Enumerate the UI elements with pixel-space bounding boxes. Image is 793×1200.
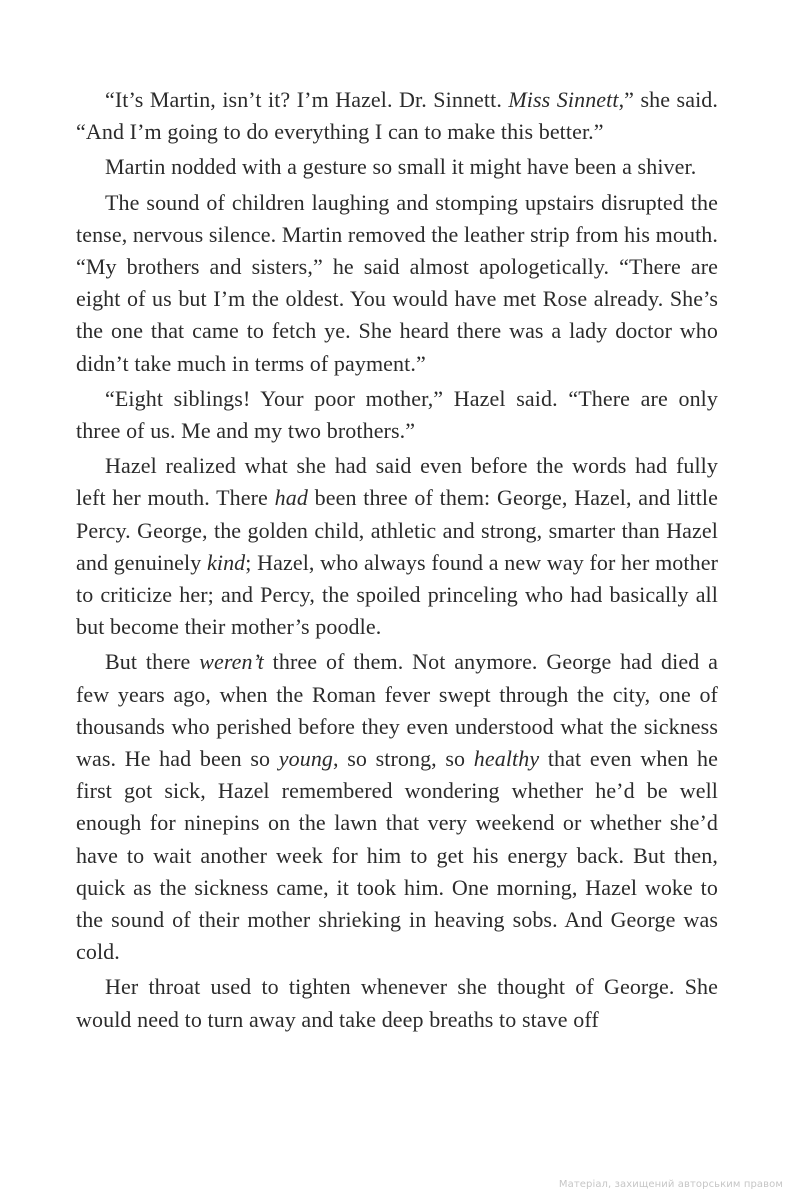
text-run: three of them. Not anymore. George had died a few years ago, when the Roman fever swept through the city, one of thousands who perished before they even understood what the sickness was. He had been so: [76, 649, 718, 772]
text-run: been three of them: George, Hazel, and little Percy. George, the golden child, athletic and strong, smarter than Hazel and genuinely: [76, 485, 718, 575]
text-run: But there: [105, 649, 200, 675]
paragraph-3: [76, 187, 718, 380]
paragraph-5: [76, 450, 718, 643]
paragraph-1: [76, 84, 718, 148]
paragraph-4: [76, 383, 718, 447]
copyright-watermark: Матеріал, захищений авторським правом: [558, 1179, 783, 1190]
text-run: Her throat used to tighten whenever she thought of George. She would need to turn away and take deep breaths to stave off: [76, 974, 718, 1032]
emphasis-run: healthy: [473, 746, 540, 772]
emphasis-run: Miss Sinnett: [508, 87, 619, 112]
text-run: The sound of children laughing and stomping upstairs disrupted the tense, nervous silence. Martin removed the leather strip from his mouth. “My brothers and sisters,” he said almost apologetically. “There are eight of us but I’m the oldest. You would have met Rose already. She’s the one that came to fetch ye. She heard there was a lady doctor who didn’t take much in terms of payment.”: [76, 189, 718, 376]
text-run: “It’s Martin, isn’t it? I’m Hazel. Dr. Sinnett.: [105, 87, 509, 112]
paragraph-6: [76, 646, 718, 968]
text-run: ; Hazel, who always found a new way for her mother to criticize her; and Percy, the spoiled princeling who had basically all but become their mother’s poodle.: [76, 549, 718, 640]
emphasis-run: had: [274, 485, 308, 511]
text-run: “Eight siblings! Your poor mother,” Hazel said. “There are only three of us. Me and my two brothers.”: [76, 385, 718, 444]
paragraph-2: [76, 151, 718, 183]
emphasis-run: kind: [207, 549, 246, 575]
emphasis-run: young: [278, 746, 334, 772]
text-run: , so strong, so: [333, 746, 474, 772]
emphasis-run: weren’t: [199, 649, 264, 675]
text-run: Martin nodded with a gesture so small it might have been a shiver.: [105, 154, 697, 180]
book-page-text: [76, 84, 718, 1039]
text-run: that even when he first got sick, Hazel remembered wondering whether he’d be well enough for ninepins on the lawn that very weekend or whether she’d have to wait another week for him to get his energy back. But then, quick as the sickness came, it took him. One morning, Hazel woke to the sound of their mother shrieking in heaving sobs. And George was cold.: [76, 746, 718, 965]
paragraph-7: [76, 971, 718, 1035]
text-run: Hazel realized what she had said even before the words had fully left her mouth. There: [76, 453, 718, 511]
text-run: ,” she said. “And I’m going to do everything I can to make this better.”: [76, 87, 718, 145]
